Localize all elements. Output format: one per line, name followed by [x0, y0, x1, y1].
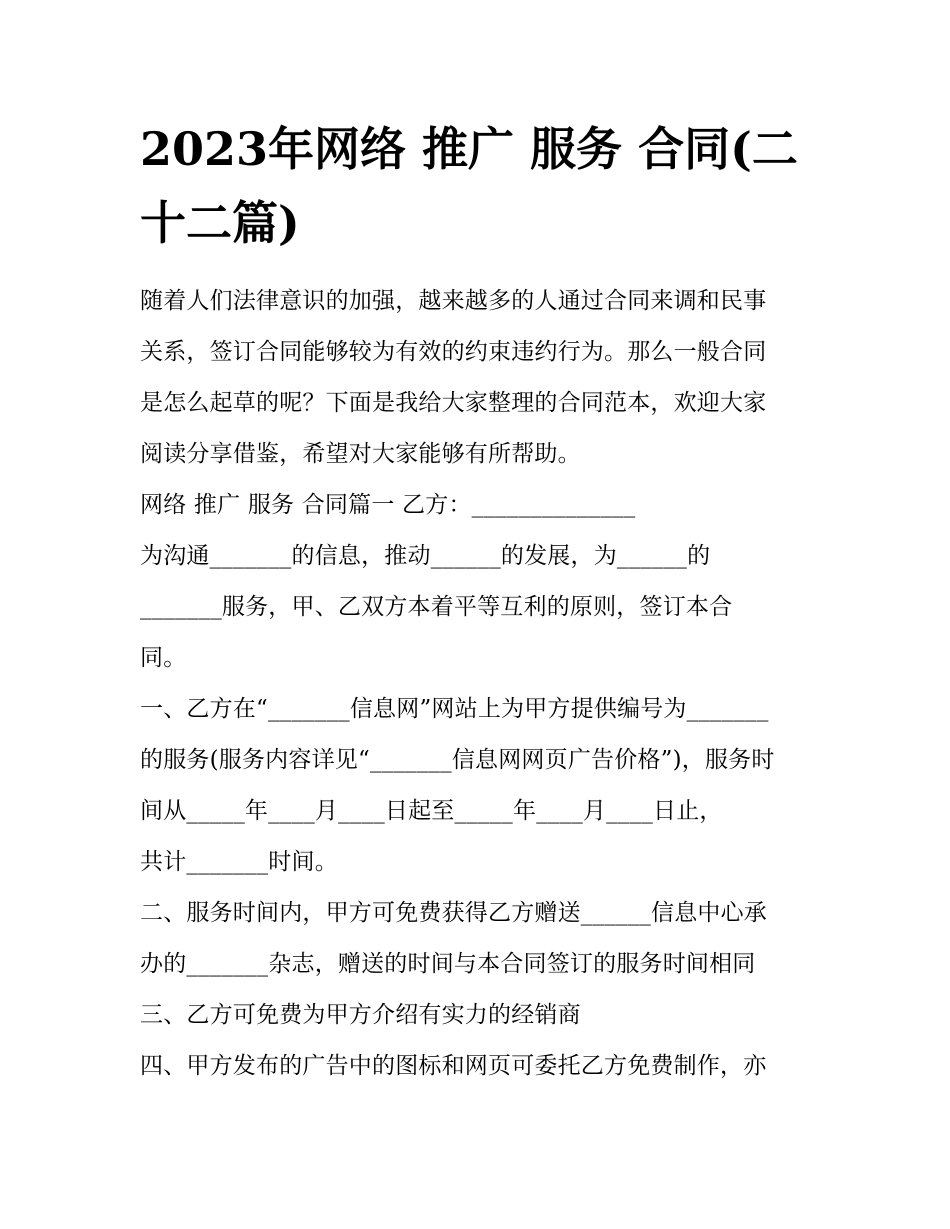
body-line: _______服务，甲、乙双方本着平等互利的原则，签订本合: [140, 594, 733, 620]
body-line: 是怎么起草的呢？下面是我给大家整理的合同范本，欢迎大家: [140, 390, 767, 416]
body-line: 网络 推广 服务 合同篇一 乙方：______________: [140, 492, 636, 518]
document-title: [140, 112, 820, 260]
body-line: 一、乙方在“_______信息网”网站上为甲方提供编号为_______: [140, 696, 769, 722]
body-line: 办的_______杂志，赠送的时间与本合同签订的服务时间相同: [140, 951, 756, 977]
body-line: 三、乙方可免费为甲方介绍有实力的经销商: [140, 1002, 581, 1028]
body-line: 关系，签订合同能够较为有效的约束违约行为。那么一般合同: [140, 339, 767, 365]
title-line: 十二篇): [140, 196, 300, 250]
body-line: 阅读分享借鉴，希望对大家能够有所帮助。: [140, 441, 581, 467]
body-line: 同。: [140, 645, 187, 671]
body-line: 的服务(服务内容详见“_______信息网网页广告价格”)，服务时: [140, 747, 775, 773]
body-line: 共计_______时间。: [140, 849, 338, 875]
body-line: 间从_____年____月____日起至_____年____月____日止，: [140, 798, 723, 824]
body-line: 随着人们法律意识的加强，越来越多的人通过合同来调和民事: [140, 288, 767, 314]
body-line: 二、服务时间内，甲方可免费获得乙方赠送______信息中心承: [140, 900, 767, 926]
document-body: [140, 276, 820, 1092]
title-line: 2023年网络 推广 服务 合同(二: [140, 122, 798, 176]
body-line: 为沟通_______的信息，推动______的发展，为______的: [140, 543, 711, 569]
body-line: 四、甲方发布的广告中的图标和网页可委托乙方免费制作，亦: [140, 1053, 767, 1079]
